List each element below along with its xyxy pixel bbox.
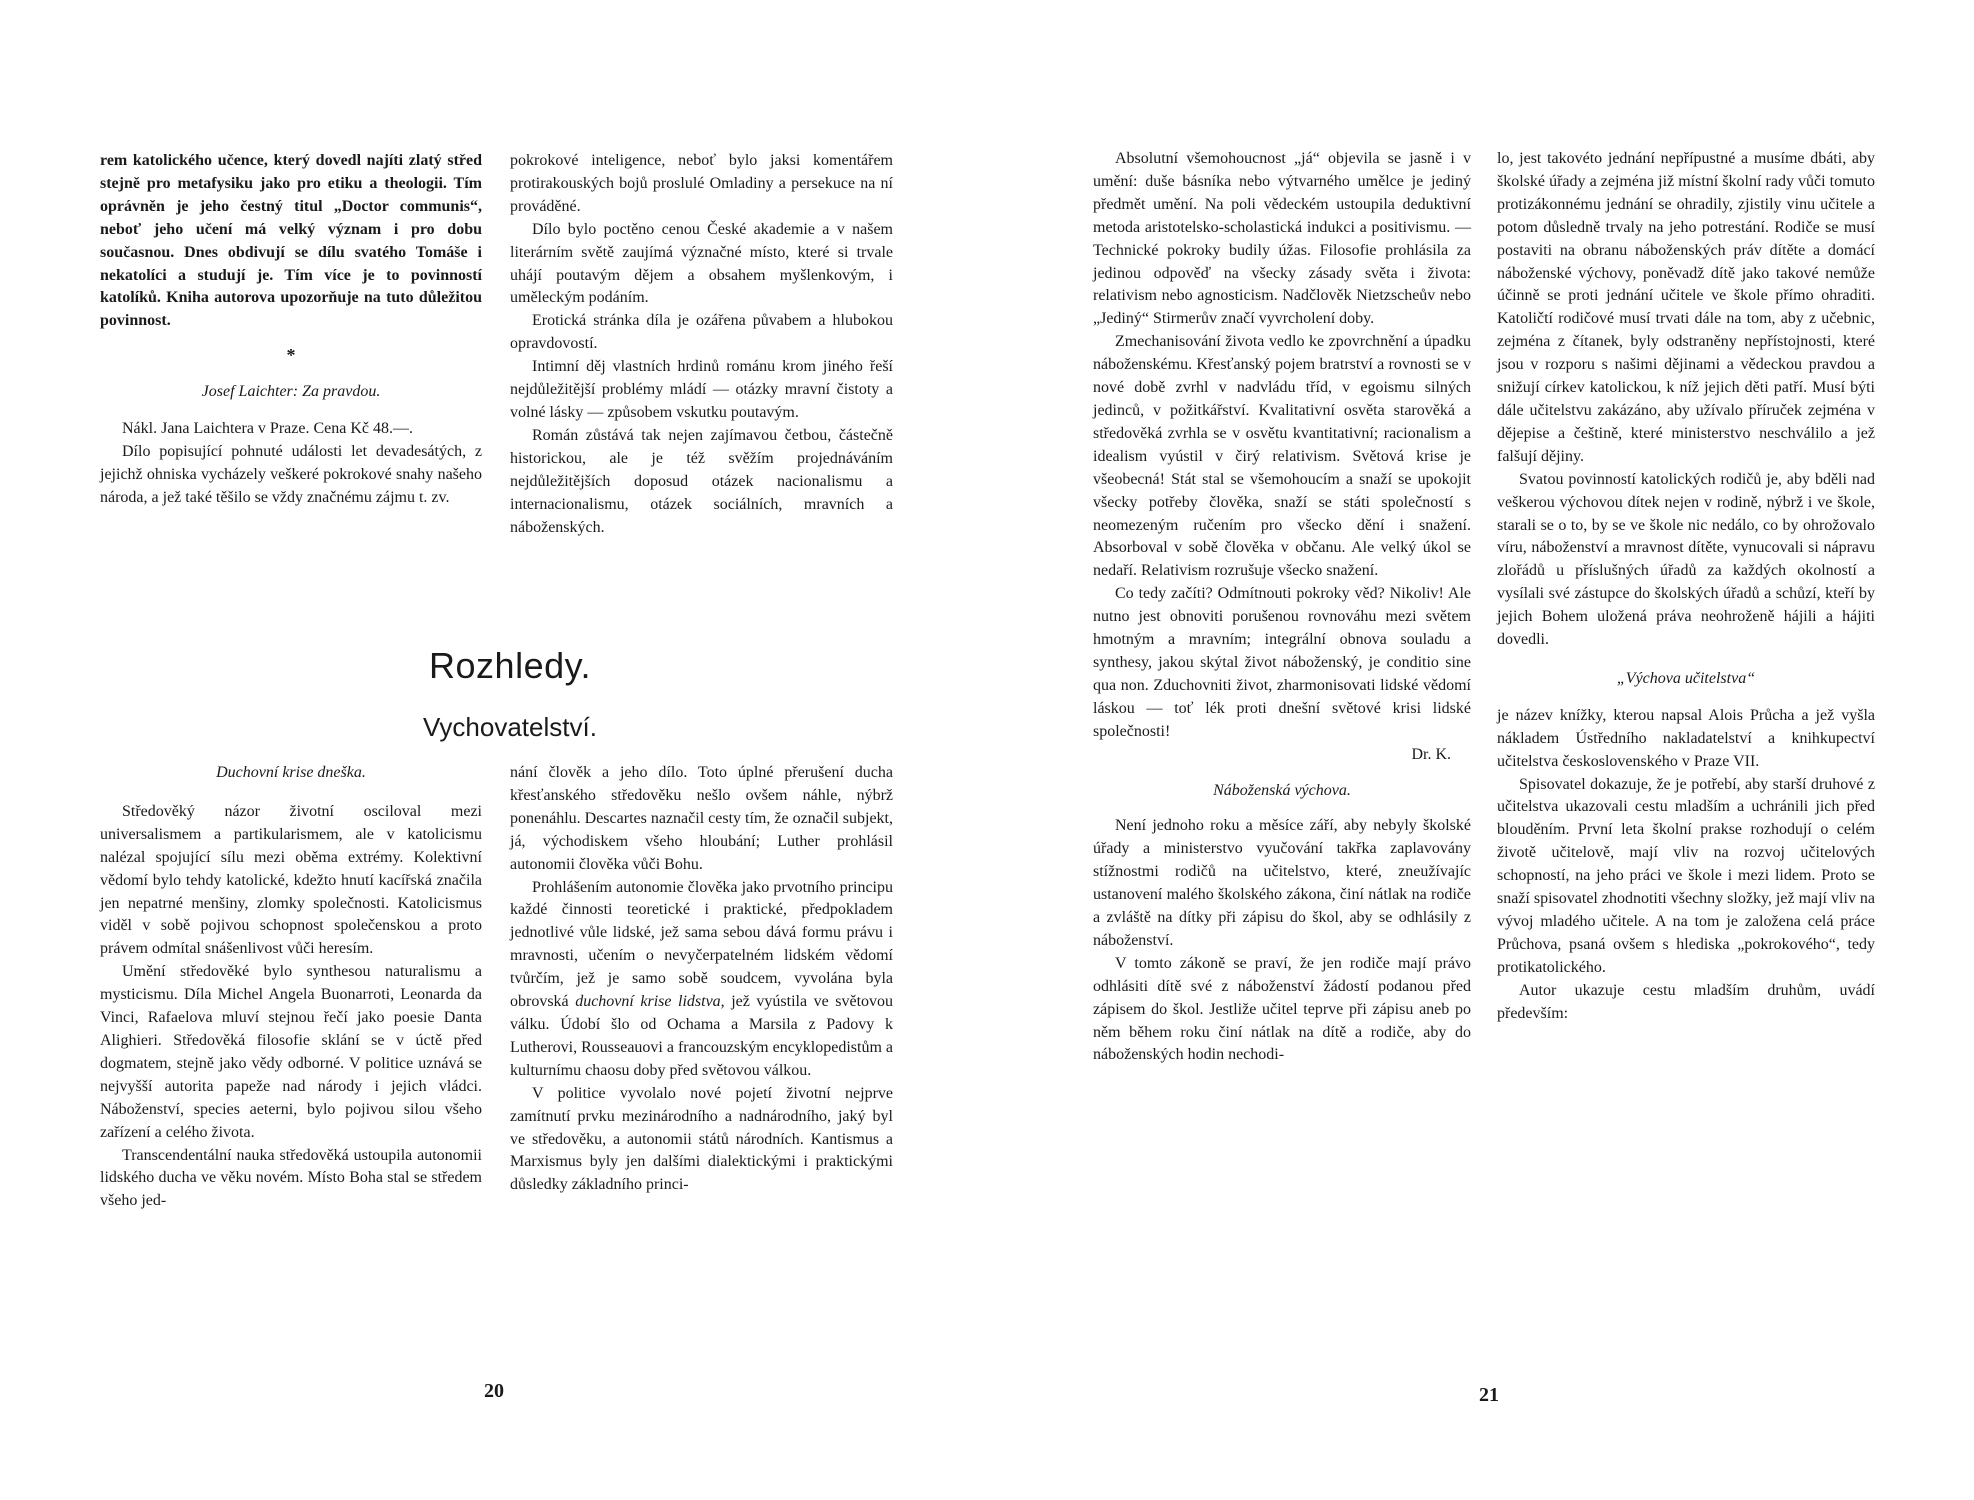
paragraph: Spisovatel dokazuje, že je potřebí, aby starší druhové z učitelstva ukazovali cestu mladším a uchránili jich před blouděním. První leta školní prakse rozhodují o celém životě učitelově, mají vliv na rozvoj učitelových schopností, na jeho práci ve škole i mezi lidem. Proto se snaží spisovatel zhodnotiti všechny složky, jež mají vliv na vývoj mladého učitele. A na tom je založena celá práce Průchova, psaná ovšem s hlediska „pokrokového“, tedy protikatolického.: [1497, 775, 1875, 976]
paragraph: Svatou povinností katolických rodičů je, aby bděli nad veškerou výchovou dítek nejen v rodině, nýbrž i ve škole, starali se o to, by se ve škole nic nedálo, co by ohrožovalo víru, náboženství a mravnost dítěte, vynucovali si nápravu zlořádů u příslušných úřadů za každých okolností a vysílali své zástupce do školských úřadů a schůzí, kteří by jejich Bohem uložená práva neohroženě hájili a hájiti dovedli.: [1497, 470, 1875, 649]
paragraph: lo, jest takovéto jednání nepřípustné a musíme dbáti, aby školské úřady a zejména již místní školní rady vůči tomuto protizákonnému jednání se ohradily, zjistily vinu učitele a potom důsledně trvaly na jeho potrestání. Rodiče se musí postaviti na obranu náboženských práv dítěte a domácí náboženské výchovy, poněvadž dítě jako takové nemůže účinně se proti jednání učitele ve škole přímo ohraditi. Katoličtí rodičové musí trvati dále na tom, aby z učebnic, zejména z čítanek, byly odstraněny nepřístojnosti, které jsou v rozporu s našimi dějinami a vědeckou pravdou a snižují církev katolickou, k níž jejich děti patří. Musí býti dále učitelstvu zakázáno, aby užívalo příruček zejména v dějepise a češtině, které ministerstvo neschválilo a jež falšují dějiny.: [1497, 150, 1875, 465]
paragraph: Autor ukazuje cestu mladším druhům, uvádí především:: [1497, 981, 1875, 1022]
right-page: [987, 0, 1974, 1500]
paragraph: Středověký názor životní osciloval mezi universalismem a partikularismem, ale v katolicismu nalézal spojující sílu mezi oběma extrémy. Kolektivní vědomí bylo tehdy katolické, kdežto hnutí kacířská značila jen nepatrné menšiny, zlomky společnosti. Katolicismus viděl v sobě pojivou schopnost společenskou a proto právem odmítal snášenlivost vůči heresím.: [100, 802, 482, 958]
article-heading: Duchovní krise dneška.: [216, 764, 366, 781]
emphasis: duchovní krise lidstva,: [575, 993, 725, 1011]
paragraph: rem katolického učence, který dovedl najíti zlatý střed stejně pro metafysiku jako pro etiku a theologii. Tím oprávněn je jeho čestný titul „Doctor communis“, neboť jeho učení má velký význam i pro dobu současnou. Dnes obdivují se dílu svatého Tomáše i nekatolíci a studují je. Tím více je to povinností katolíků. Kniha autorova upozorňuje na tuto důležitou povinnost.: [100, 152, 482, 330]
section-subtitle: Vychovatelství.: [423, 712, 597, 742]
paragraph: Absolutní všemohoucnost „já“ objevila se jasně i v umění: duše básníka nebo výtvarného umělce je jediný předmět umění. Na poli vědeckém ustoupila deduktivní metoda aristotelsko-scholastická indukci a positivismu. — Technické pokroky budily úžas. Filosofie prohlásila za jedinou odpověď na všecky zásady světa i života: relativism nebo agnosticism. Nadčlověk Nietzscheův nebo „Jediný“ Stirmerův značí vyvrcholení doby.: [1093, 150, 1471, 328]
book-title-heading: „Výchova učitelstva“: [1616, 669, 1756, 687]
paragraph: Román zůstává tak nejen zajímavou četbou, částečně historickou, ale je též svěžím projednáváním nejdůležitějších doposud otázek nacionalismu a internacionalismu, otázek sociálních, mravních a náboženských.: [510, 426, 893, 536]
section-title: Rozhledy.: [429, 645, 591, 686]
paragraph: Transcendentální nauka středověká ustoupila autonomii lidského ducha ve věku novém. Místo Boha stal se středem všeho jed-: [100, 1146, 482, 1210]
paragraph: Umění středověké bylo synthesou naturalismu a mysticismu. Díla Michel Angela Buonarroti, Leonarda da Vinci, Rafaelova mluví stejnou řečí jako poesie Danta Alighieri. Středověká filosofie sklání se v úctě před dogmatem, stejně jako vědy odborné. V politice uznává se nejvyšší autorita papeže nad národy i jejich vládci. Náboženství, species aeterni, bylo pojivou silou všeho zařízení a celého života.: [100, 963, 482, 1141]
paragraph: Co tedy začíti? Odmítnouti pokroky věd? Nikoliv! Ale nutno jest obnoviti porušenou rovnováhu mezi světem hmotným a mravním; integrální obnova souladu a synthesy, jakou skýtal život náboženský, je conditio sine qua non. Zduchovniti život, zharmonisovati lidské vědomí láskou — toť lék proti dnešní světové krisi lidské společnosti!: [1093, 585, 1471, 740]
page-number: 21: [1479, 1384, 1499, 1406]
review-publisher: Nákl. Jana Laichtera v Praze. Cena Kč 48.—.: [122, 420, 413, 438]
paragraph: je název knížky, kterou napsal Alois Průcha a jež vyšla nákladem Ústředního nakladatelství a knihkupectví učitelstva československého v Praze VII.: [1497, 706, 1875, 770]
paragraph: [510, 877, 893, 1083]
left-col1-bottom: [100, 762, 482, 1213]
paragraph: Není jednoho roku a měsíce září, aby nebyly školské úřady a ministerstvo vyučování takřka zaplavovány stížnostmi rodičů na učitelstvo, které, zneužívajíc ustanovení malého školského zákona, činí nátlak na rodiče a zvláště na dítky při zápisu do škol, aby se odhlásily z náboženství.: [1093, 817, 1471, 949]
text-run: Prohlášením autonomie člověka jako prvotního principu každé činnosti teoretické i praktické, předpokladem jednotlivé vůle lidské, jež sama sebou dává formu právu i mravnosti, učením o nevyčerpatelném lidském vědomí tvůrčím, jež je samo sobě soudcem, vyvolána byla obrovská: [510, 878, 893, 1011]
left-col2-top: [510, 150, 893, 539]
right-col1: [1093, 148, 1471, 1067]
paragraph: nání člověk a jeho dílo. Toto úplné přerušení ducha křesťanského středověku nešlo ovšem náhle, nýbrž ponenáhlu. Descartes naznačil cesty tím, že označil subjekt, já, východiskem všeho hloubání; Luther prohlásil autonomii člověka vůči Bohu.: [510, 764, 893, 873]
paragraph: Dílo bylo poctěno cenou České akademie a v našem literárním světě zaujímá význačné místo, které si trvale uhájí poutavým dějem a obsahem myšlenkovým, i uměleckým podáním.: [510, 220, 893, 307]
section-heading: Náboženská výchova.: [1213, 782, 1351, 800]
left-col2-bottom: [510, 762, 893, 1197]
signature: Dr. K.: [1411, 745, 1451, 763]
paragraph: V politice vyvolalo nové pojetí životní nejprve zamítnutí prvku mezinárodního a nadnárodního, jaký byl ve středověku, a autonomii států národních. Kantismus a Marxismus byly jen dalšími dialektickými i praktickými důsledky základního princi-: [510, 1084, 893, 1194]
paragraph: Zmechanisování života vedlo ke zpovrchnění a úpadku náboženskému. Křesťanský pojem bratrství a rovnosti se v nové době zvrhl v nadvládu tříd, v egoismu silných jedinců, v požitkářství. Kvalitativní osvěta starověká a středověká zvrhla se v osvětu kvantitativní; racionalism a idealism vyústil v čirý relativism. Světová krise je všeobecná! Stát stal se všemohoucím a snaží se upokojit všecky potřeby člověka, snaží se státi společností s neomezeným ručením pro všecko dění i snažení. Absorboval v sobě člověka v občanu. Ale velký úkol se nedaří. Relativism rozrušuje všecko snažení.: [1093, 333, 1471, 580]
paragraph: V tomto zákoně se praví, že jen rodiče mají právo odhlásiti dítě své z náboženství žádostí podanou před zápisem do škol. Jestliže učitel teprve při zápisu aneb po něm během roku činí nátlak na dítě a rodiče, aby do náboženských hodin nechodi-: [1093, 954, 1471, 1064]
review-heading: Josef Laichter: Za pravdou.: [201, 383, 381, 401]
page-number: 20: [484, 1380, 504, 1402]
paragraph: Intimní děj vlastních hrdinů románu krom jiného řeší nejdůležitější problémy mládí — otázky mravní čistoty a volné lásky — způsobem vskutku poutavým.: [510, 358, 893, 421]
text-run: jež vyústila ve světovou válku. Údobí šlo od Ochama a Marsila z Padovy k Lutherovi, Rousseauovi a francouzským encyklopedistům a kulturnímu chaosu doby před světovou válkou.: [510, 993, 894, 1079]
right-col2: [1497, 148, 1875, 1026]
left-col1-top: [100, 150, 482, 510]
paragraph: Erotická stránka díla je ozářena půvabem a hlubokou opravdovostí.: [510, 312, 893, 353]
divider-star: *: [286, 345, 296, 366]
paragraph: Dílo popisující pohnuté události let devadesátých, z jejichž ohniska vycházely veškeré pokrokové snahy našeho národa, a jež také těšilo se vždy značnému zájmu t. zv.: [100, 443, 482, 506]
paragraph: pokrokové inteligence, neboť bylo jaksi komentářem protirakouských bojů proslulé Omladiny a persekuce na ní prováděné.: [510, 152, 893, 215]
